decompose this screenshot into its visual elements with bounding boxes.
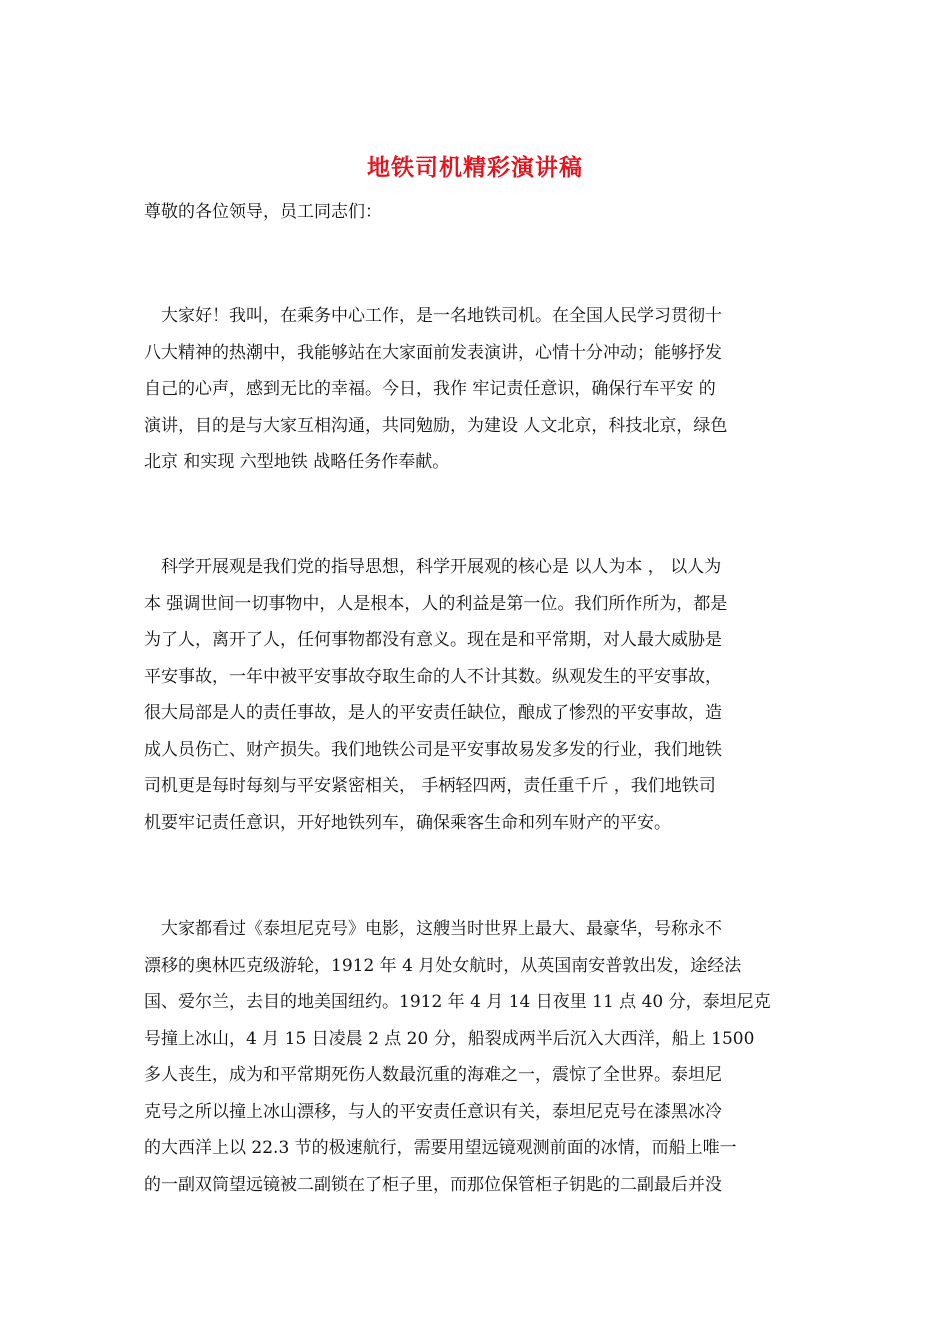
text-line: 演讲，目的是与大家互相沟通，共同勉励，为建设 人文北京，科技北京，绿色	[144, 415, 728, 436]
text-line: 平安事故，一年中被平安事故夺取生命的人不计其数。纵观发生的平安事故，	[144, 666, 722, 687]
text-line: 大家好！我叫，在乘务中心工作，是一名地铁司机。在全国人民学习贯彻十	[144, 306, 722, 326]
paragraph-2	[144, 549, 808, 841]
text-line: 的一副双筒望远镜被二副锁在了柜子里，而那位保管柜子钥匙的二副最后并没	[144, 1174, 722, 1195]
text-line: 漂移的奥林匹克级游轮，1912 年 4 月处女航时，从英国南安普敦出发，途经法	[144, 955, 742, 976]
text-line: 国、爱尔兰，去目的地美国纽约。1912 年 4 月 14 日夜里 11 点 40 分，泰坦尼克	[144, 992, 771, 1012]
text-line: 多人丧生，成为和平常期死伤人数最沉重的海难之一，震惊了全世界。泰坦尼	[144, 1065, 722, 1085]
text-line: 大家都看过《泰坦尼克号》电影，这艘当时世界上最大、最豪华，号称永不	[144, 919, 722, 939]
document-title: 地铁司机精彩演讲稿	[367, 154, 583, 181]
text-line: 八大精神的热潮中，我能够站在大家面前发表演讲，心情十分冲动；能够抒发	[144, 342, 722, 363]
text-line: 本 强调世间一切事物中，人是根本，人的利益是第一位。我们所作所为，都是	[144, 593, 728, 614]
text-line: 成人员伤亡、财产损失。我们地铁公司是平安事故易发多发的行业，我们地铁	[144, 739, 722, 760]
text-line: 为了人，离开了人，任何事物都没有意义。现在是和平常期，对人最大威胁是	[144, 630, 722, 650]
text-line: 机要牢记责任意识，开好地铁列车，确保乘客生命和列车财产的平安。	[144, 812, 671, 833]
text-line: 司机更是每时每刻与平安紧密相关， 手柄轻四两，责任重千斤 ，我们地铁司	[144, 776, 716, 796]
text-line: 科学开展观是我们党的指导思想，科学开展观的核心是 以人为本 ， 以人为	[144, 557, 722, 577]
paragraph-3	[144, 911, 808, 1203]
paragraph-1	[144, 298, 808, 481]
salutation: 尊敬的各位领导，员工同志们：	[144, 202, 382, 222]
text-line: 号撞上冰山，4 月 15 日凌晨 2 点 20 分，船裂成两半后沉入大西洋，船上 1500	[144, 1028, 755, 1049]
text-line: 克号之所以撞上冰山漂移，与人的平安责任意识有关，泰坦尼克号在漆黑冰冷	[144, 1101, 722, 1122]
text-line: 很大局部是人的责任事故，是人的平安责任缺位，酿成了惨烈的平安事故，造	[144, 703, 722, 723]
text-line: 自己的心声，感到无比的幸福。今日，我作 牢记责任意识，确保行车平安 的	[144, 379, 716, 399]
text-line: 北京 和实现 六型地铁 战略任务作奉献。	[144, 452, 450, 472]
text-line: 的大西洋上以 22.3 节的极速航行，需要用望远镜观测前面的冰情，而船上唯一	[144, 1138, 737, 1158]
